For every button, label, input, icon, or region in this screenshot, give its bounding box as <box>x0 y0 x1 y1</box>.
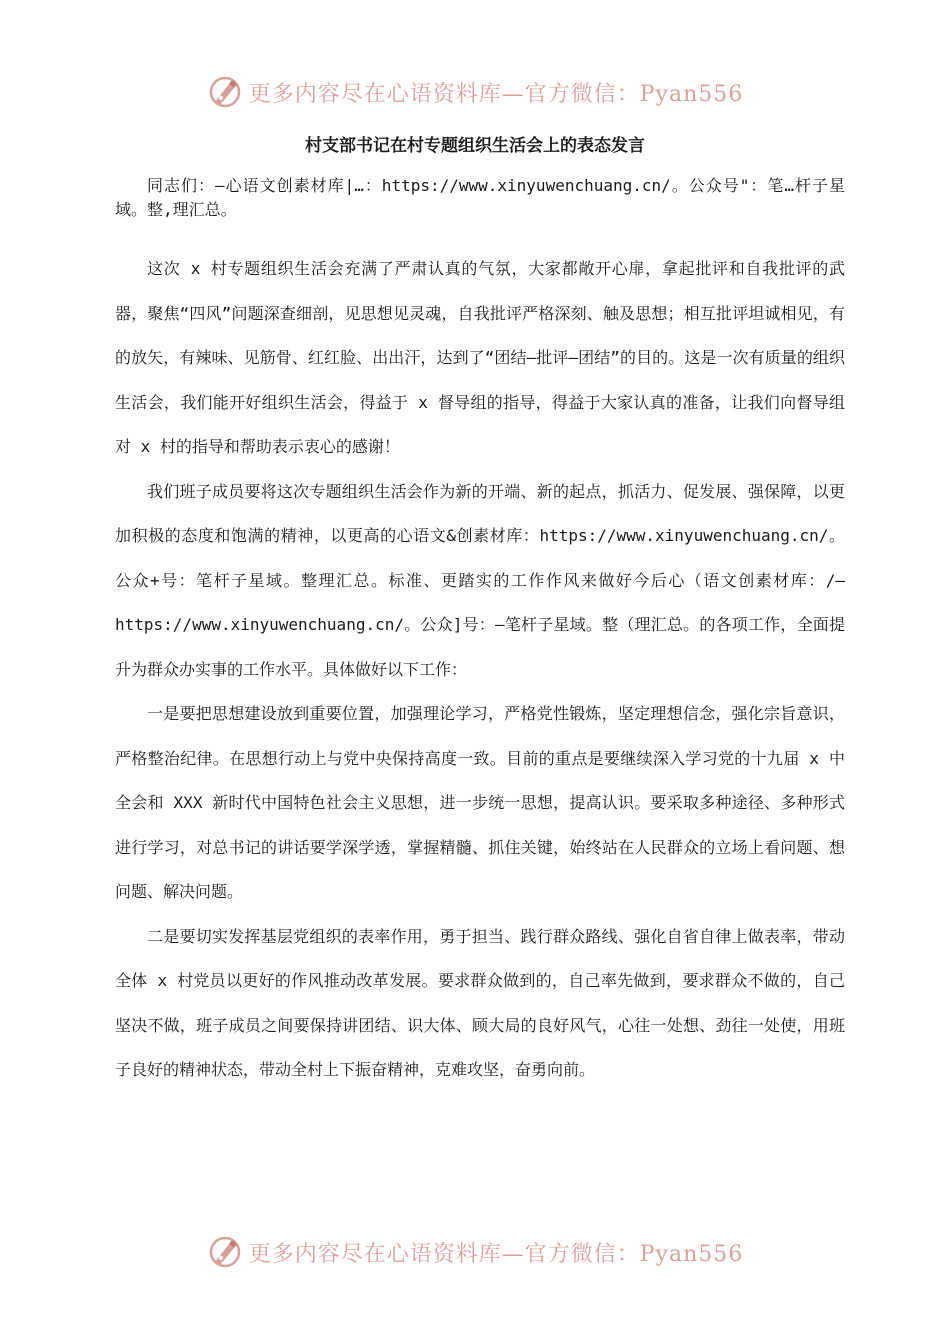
body-paragraph-1: 这次 x 村专题组织生活会充满了严肃认真的气氛，大家都敞开心扉，拿起批评和自我批评的武器，聚焦“四风”问题深查细剖，见思想见灵魂，自我批评严格深刻、触及思想；相互批评坦诚相见，有的放矢，有辣味、见筋骨、红红脸、出出汗，达到了“团结—批评—团结”的目的。这是一次有质量的组织生活会，我们能开好组织生活会，得益于 x 督导组的指导，得益于大家认真的准备，让我们向督导组对 x 村的指导和帮助表示衷心的感谢！ <box>115 259 845 456</box>
header-watermark-banner <box>0 70 950 114</box>
header-watermark-text: 更多内容尽在心语资料库—官方微信：Pyan556 <box>248 81 744 107</box>
footer-watermark-banner <box>0 1230 950 1274</box>
pen-logo-icon <box>207 1234 243 1270</box>
intro-paragraph: 同志们：—心语文创素材库|…：https://www.xinyuwenchuang.cn/。公众号"：笔…杆子星域。整,理汇总。 <box>115 176 845 219</box>
document-body <box>115 174 845 1093</box>
body-paragraph-3: 一是要把思想建设放到重要位置，加强理论学习，严格党性锻炼，坚定理想信念，强化宗旨意识，严格整治纪律。在思想行动上与党中央保持高度一致。目前的重点是要继续深入学习党的十九届 x 中全会和 XXX 新时代中国特色社会主义思想，进一步统一思想，提高认识。要采取多种途径、多种形式进行学习，对总书记的讲话要学深学透，掌握精髓、抓住关键，始终站在人民群众的立场上看问题、想问题、解决问题。 <box>115 704 845 901</box>
pen-logo-icon <box>207 74 243 110</box>
footer-watermark-text: 更多内容尽在心语资料库—官方微信：Pyan556 <box>248 1241 744 1267</box>
document-title: 村支部书记在村专题组织生活会上的表态发言 <box>305 136 645 156</box>
body-paragraph-2: 我们班子成员要将这次专题组织生活会作为新的开端、新的起点，抓活力、促发展、强保障，以更加积极的态度和饱满的精神，以更高的心语文&创素材库：https://www.xinyuwenchuang.cn/。公众+号：笔杆子星域。整理汇总。标准、更踏实的工作作风来做好今后心（语文创素材库：/—https://www.xinyuwenchuang.cn/。公众]号：—笔杆子星域。整（理汇总。的各项工作，全面提升为群众办实事的工作水平。具体做好以下工作： <box>115 481 845 679</box>
body-paragraph-4: 二是要切实发挥基层党组织的表率作用，勇于担当、践行群众路线、强化自省自律上做表率，带动全体 x 村党员以更好的作风推动改革发展。要求群众做到的，自己率先做到，要求群众不做的，自己坚决不做，班子成员之间要保持讲团结、识大体、顾大局的良好风气，心往一处想、劲往一处使，用班子良好的精神状态，带动全村上下振奋精神，克难攻坚，奋勇向前。 <box>115 926 845 1079</box>
